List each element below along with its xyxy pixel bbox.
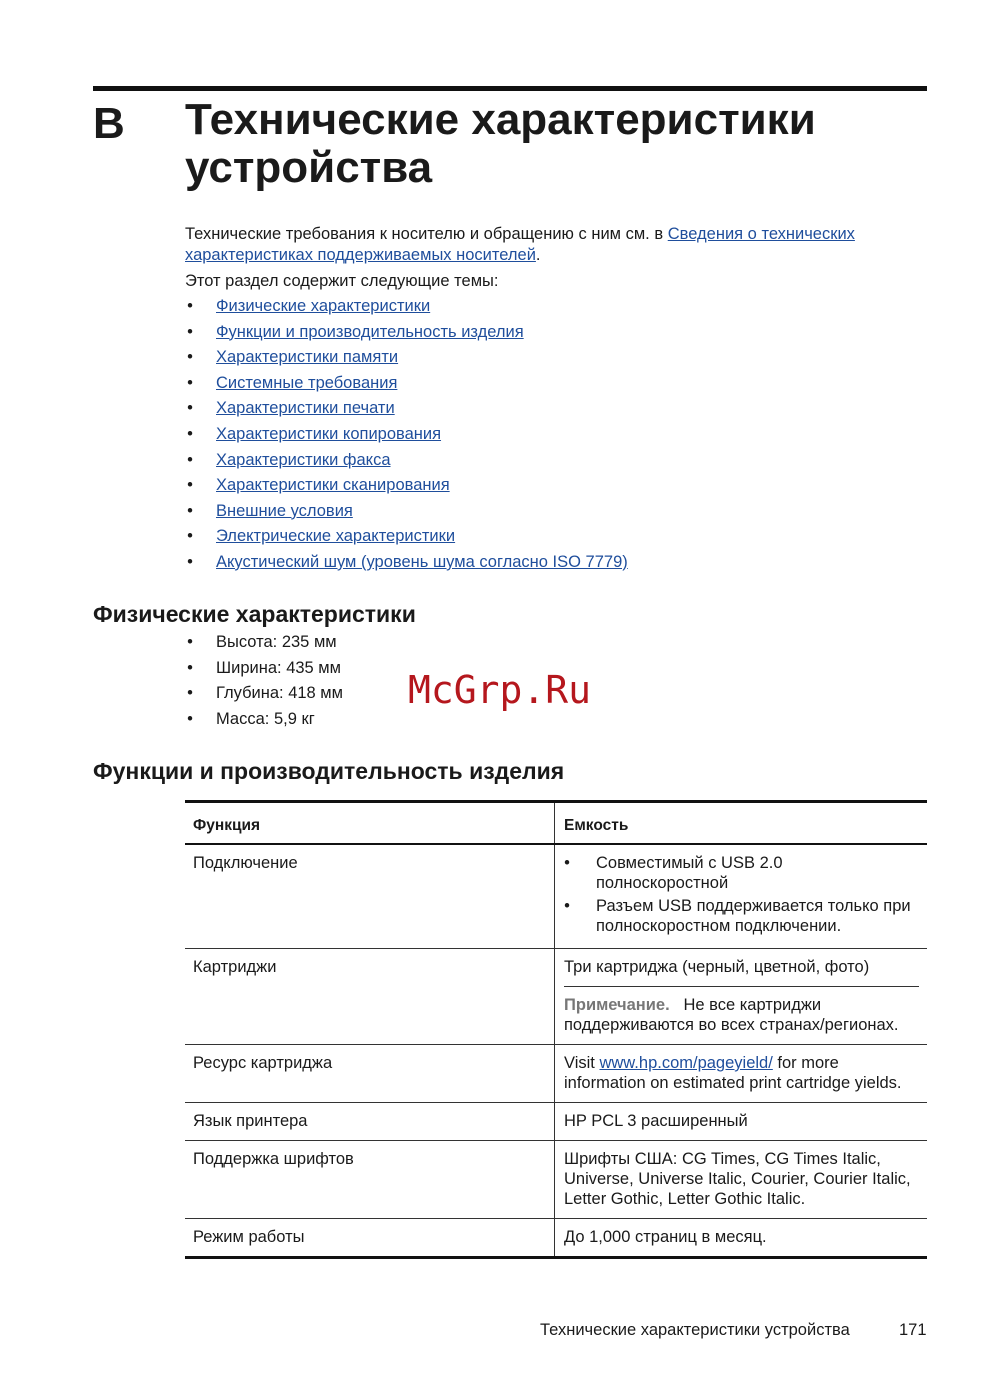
topic-link[interactable]: Характеристики памяти xyxy=(216,348,399,367)
list-item: • Разъем USB поддерживается только при полноскоростном подключении. xyxy=(564,897,911,935)
topic-link[interactable]: Системные требования xyxy=(216,373,398,392)
features-table xyxy=(185,800,927,1259)
table-header-row xyxy=(185,803,927,845)
topics-list xyxy=(185,294,628,576)
chapter-title-line1: Технические характеристики xyxy=(185,95,816,144)
chapter-title-line2: устройства xyxy=(185,143,433,192)
footer-title: Технические характеристики устройства xyxy=(540,1321,850,1339)
topic-link[interactable]: Электрические характеристики xyxy=(216,527,456,546)
intro-text: Технические требования к носителю и обращению с ним см. в xyxy=(185,225,668,243)
chapter-letter: B xyxy=(93,99,125,148)
note: Примечание. Не все картриджи поддерживаются во всех странах/регионах. xyxy=(564,996,899,1034)
table-row: Подключение • Совместимый с USB 2.0 полноскоростной • Разъем USB поддерживается только при полноскоростном подключении. xyxy=(185,845,927,949)
list-item: • Высота: 235 мм xyxy=(187,633,337,651)
topic-link[interactable]: Функции и производительность изделия xyxy=(216,322,524,341)
topic-link[interactable]: Характеристики копирования xyxy=(216,424,442,443)
list-item: • Совместимый с USB 2.0 полноскоростной xyxy=(564,854,783,892)
list-item: • Физические характеристики xyxy=(187,297,431,315)
physical-list xyxy=(185,630,343,732)
col-header-capacity: Емкость xyxy=(564,817,629,834)
topic-link[interactable]: Характеристики сканирования xyxy=(216,476,450,495)
physical-heading: Физические характеристики xyxy=(93,601,416,627)
topic-link[interactable]: Характеристики факса xyxy=(216,450,391,469)
list-item: • Характеристики факса xyxy=(187,450,391,469)
features-heading: Функции и производительность изделия xyxy=(93,758,565,784)
chapter-top-rule xyxy=(93,86,927,91)
topic-link[interactable]: Внешние условия xyxy=(216,501,353,520)
list-item: • Характеристики сканирования xyxy=(187,476,450,495)
list-item: • Функции и производительность изделия xyxy=(187,322,524,341)
list-item: • Системные требования xyxy=(187,373,398,392)
list-item: • Характеристики памяти xyxy=(187,348,399,367)
topics-lead: Этот раздел содержит следующие темы: xyxy=(185,272,499,290)
table-row: Режим работы До 1,000 страниц в месяц. xyxy=(185,1219,927,1259)
list-item: • Глубина: 418 мм xyxy=(187,684,343,703)
watermark: McGrp.Ru xyxy=(408,668,592,712)
list-item: • Электрические характеристики xyxy=(187,527,456,546)
list-item: • Характеристики копирования xyxy=(187,424,442,443)
chapter-title xyxy=(185,96,945,192)
topic-link[interactable]: Акустический шум (уровень шума согласно ISO 7779) xyxy=(216,552,628,571)
list-item: • Масса: 5,9 кг xyxy=(187,709,315,728)
topic-link[interactable]: Характеристики печати xyxy=(216,399,395,418)
list-item: • Внешние условия xyxy=(187,501,353,520)
pageyield-link[interactable]: www.hp.com/pageyield/ xyxy=(599,1054,773,1072)
topic-link[interactable]: Физические характеристики xyxy=(216,297,431,315)
col-header-function: Функция xyxy=(185,803,555,843)
list-item: • Характеристики печати xyxy=(187,399,395,418)
table-row: Поддержка шрифтов Шрифты США: CG Times, CG Times Italic, Universe, Universe Italic, Courier, Courier Italic, Letter Gothic, Letter Gothic Italic. xyxy=(185,1141,927,1219)
intro-paragraph: Технические требования к носителю и обращению с ним см. в Сведения о технических характеристиках поддерживаемых носителей. xyxy=(185,225,855,264)
media-specs-link[interactable]: Сведения о технических характеристиках поддерживаемых носителей xyxy=(185,225,855,264)
list-item: • Ширина: 435 мм xyxy=(187,658,341,677)
table-row: Язык принтера HP PCL 3 расширенный xyxy=(185,1103,927,1141)
table-row: Ресурс картриджа Visit www.hp.com/pageyield/ for more information on estimated print cartridge yields. xyxy=(185,1045,927,1103)
list-item: • Акустический шум (уровень шума согласно ISO 7779) xyxy=(187,552,628,571)
page-number: 171 xyxy=(899,1321,927,1339)
table-row: Картриджи Три картриджа (черный, цветной, фото) Примечание. Не все картриджи поддерживаются во всех странах/регионах. xyxy=(185,949,927,1045)
